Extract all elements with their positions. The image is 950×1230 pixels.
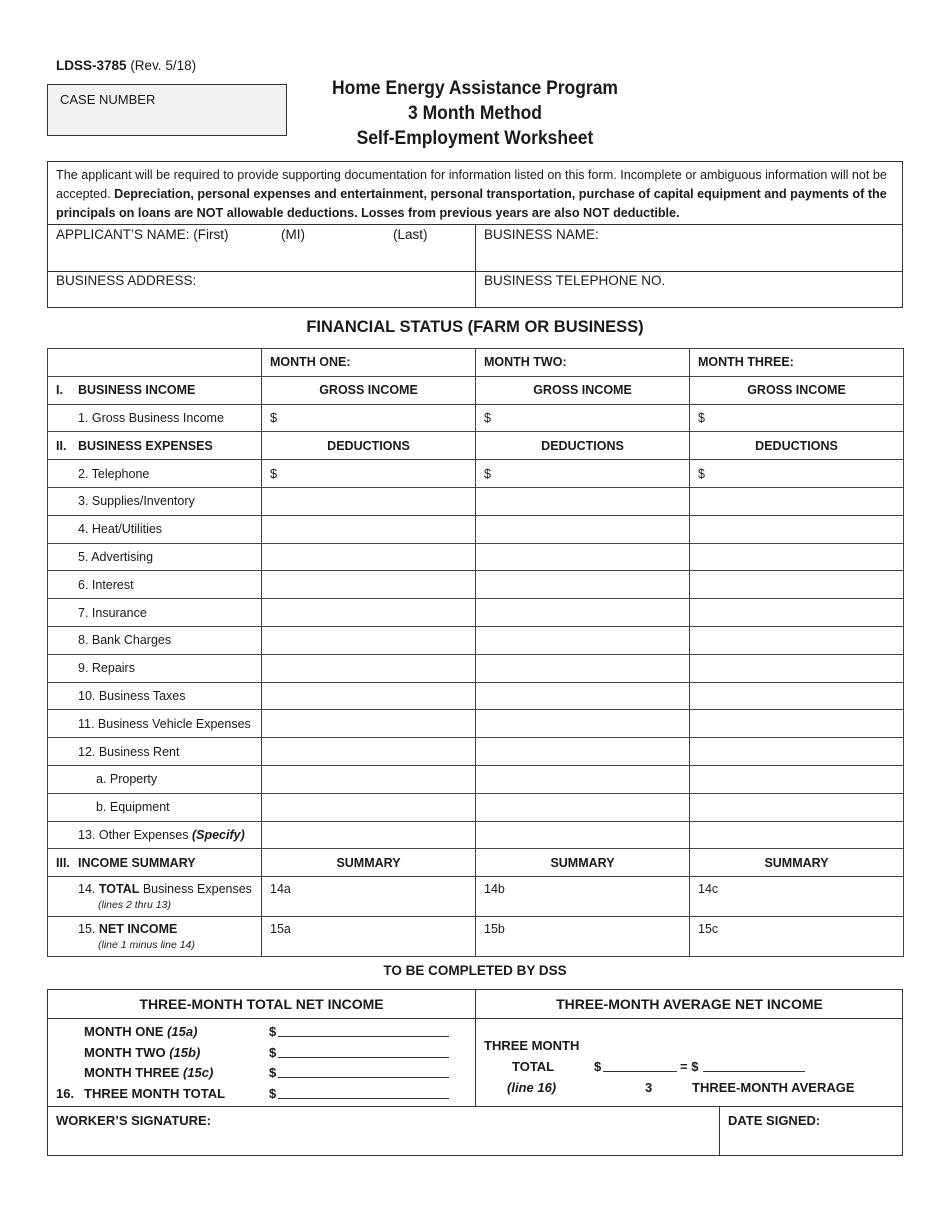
expense-field[interactable] [476, 821, 690, 849]
worker-signature-label: WORKER’S SIGNATURE: [56, 1113, 212, 1128]
month-two-label: MONTH TWO (15b) [84, 1045, 201, 1060]
applicant-mi-label: (MI) [281, 227, 305, 242]
title-line-2: 3 Month Method [407, 103, 542, 124]
month-three-header: MONTH THREE: [690, 349, 904, 377]
avg-total-label: TOTAL [512, 1059, 555, 1074]
month-three-gross-income-field[interactable]: $ [690, 404, 904, 432]
expense-field[interactable] [690, 543, 904, 571]
expense-field[interactable] [476, 571, 690, 599]
expense-field[interactable] [690, 738, 904, 766]
dollar-sign: $ [269, 1045, 277, 1060]
expense-field[interactable] [262, 765, 476, 793]
dollar-sign: $ [269, 1024, 277, 1039]
title-line-1: Home Energy Assistance Program [332, 78, 618, 99]
three-month-average-header: THREE-MONTH AVERAGE NET INCOME [556, 996, 823, 1012]
expense-field[interactable] [262, 710, 476, 738]
case-number-field[interactable] [47, 84, 287, 136]
avg-three-month-label: THREE MONTH [484, 1038, 580, 1053]
expense-field[interactable] [262, 543, 476, 571]
expense-field[interactable] [262, 654, 476, 682]
expense-field[interactable] [476, 599, 690, 627]
month-one-telephone-field[interactable]: $ [262, 460, 476, 488]
dss-section-title: TO BE COMPLETED BY DSS [383, 963, 567, 978]
three-month-average-field[interactable] [703, 1071, 805, 1072]
line-16-number: 16. [56, 1086, 75, 1101]
form-code: LDSS-3785 [56, 58, 127, 73]
line-interest: 6. Interest [48, 571, 262, 599]
month-three-telephone-field[interactable]: $ [690, 460, 904, 488]
line-supplies-inventory: 3. Supplies/Inventory [48, 487, 262, 515]
summary-header: SUMMARY [262, 849, 476, 877]
business-address-label: BUSINESS ADDRESS: [56, 273, 197, 288]
expense-field[interactable] [690, 571, 904, 599]
dollar-sign: $ [269, 1065, 277, 1080]
financial-status-title: FINANCIAL STATUS (FARM OR BUSINESS) [306, 318, 644, 336]
total-expenses-14a-field[interactable]: 14a [262, 877, 476, 917]
divider [719, 1106, 720, 1155]
section-business-expenses: II. BUSINESS EXPENSES [48, 432, 262, 460]
deductions-header: DEDUCTIONS [690, 432, 904, 460]
summary-header: SUMMARY [690, 849, 904, 877]
three-month-average-label: THREE-MONTH AVERAGE [692, 1080, 855, 1095]
expense-field[interactable] [262, 738, 476, 766]
applicant-info-box [47, 161, 903, 308]
business-name-label: BUSINESS NAME: [484, 227, 599, 242]
month-two-header: MONTH TWO: [476, 349, 690, 377]
month-three-label: MONTH THREE (15c) [84, 1065, 214, 1080]
expense-field[interactable] [690, 487, 904, 515]
expense-field[interactable] [690, 599, 904, 627]
expense-field[interactable] [476, 682, 690, 710]
three-month-total-header: THREE-MONTH TOTAL NET INCOME [139, 996, 384, 1012]
empty-cell [48, 349, 262, 377]
date-signed-label: DATE SIGNED: [728, 1113, 821, 1128]
month-one-total-field[interactable] [278, 1036, 449, 1037]
gross-income-header: GROSS INCOME [262, 376, 476, 404]
title-line-3: Self-Employment Worksheet [356, 128, 594, 149]
financial-status-table [47, 348, 904, 957]
avg-line-16-ref: (line 16) [507, 1080, 557, 1095]
line-heat-utilities: 4. Heat/Utilities [48, 515, 262, 543]
line-total-business-expenses: 14. TOTAL Business Expenses (lines 2 thru 13) [48, 877, 262, 917]
three-month-total-label: THREE MONTH TOTAL [84, 1086, 226, 1101]
gross-income-header: GROSS INCOME [690, 376, 904, 404]
applicant-last-name-label: (Last) [393, 227, 428, 242]
expense-field[interactable] [690, 682, 904, 710]
expense-field[interactable] [690, 515, 904, 543]
form-number [56, 58, 196, 73]
expense-field[interactable] [262, 682, 476, 710]
expense-field[interactable] [690, 626, 904, 654]
expense-field[interactable] [262, 599, 476, 627]
expense-field[interactable] [690, 765, 904, 793]
intro-plain: The applicant will be required to provide supporting documentation for information listed on this form. Incomplete or ambiguous information will not be accepted. [56, 168, 887, 201]
form-revision: (Rev. 5/18) [130, 58, 197, 73]
net-income-15b-field[interactable]: 15b [476, 917, 690, 957]
net-income-15a-field[interactable]: 15a [262, 917, 476, 957]
expense-field[interactable] [476, 738, 690, 766]
month-one-header: MONTH ONE: [262, 349, 476, 377]
three-month-total-field[interactable] [278, 1098, 449, 1099]
expense-field[interactable] [690, 821, 904, 849]
gross-income-header: GROSS INCOME [476, 376, 690, 404]
divider [475, 224, 476, 307]
section-income-summary: III. INCOME SUMMARY [48, 849, 262, 877]
line-business-rent: 12. Business Rent [48, 738, 262, 766]
expense-field[interactable] [476, 793, 690, 821]
line-insurance: 7. Insurance [48, 599, 262, 627]
expense-field[interactable] [262, 626, 476, 654]
dollar-sign: $ [594, 1059, 602, 1074]
summary-header: SUMMARY [476, 849, 690, 877]
divider [48, 1106, 902, 1107]
deductions-header: DEDUCTIONS [262, 432, 476, 460]
month-one-gross-income-field[interactable]: $ [262, 404, 476, 432]
line-telephone: 2. Telephone [48, 460, 262, 488]
total-expenses-14b-field[interactable]: 14b [476, 877, 690, 917]
expense-field[interactable] [476, 543, 690, 571]
intro-bold: Depreciation, personal expenses and entertainment, personal transportation, purchase of capital equipment and payments of the principals on loans are NOT allowable deductions. Losses from previous years are also NOT deductible. [56, 187, 887, 220]
month-two-telephone-field[interactable]: $ [476, 460, 690, 488]
month-two-gross-income-field[interactable]: $ [476, 404, 690, 432]
month-three-total-field[interactable] [278, 1077, 449, 1078]
line-rent-property: a. Property [48, 765, 262, 793]
line-other-expenses: 13. Other Expenses (Specify) [48, 821, 262, 849]
avg-total-field[interactable] [603, 1071, 677, 1072]
section-business-income: I. BUSINESS INCOME [48, 376, 262, 404]
dss-box [47, 989, 903, 1156]
line-repairs: 9. Repairs [48, 654, 262, 682]
line-business-vehicle-expenses: 11. Business Vehicle Expenses [48, 710, 262, 738]
expense-field[interactable] [262, 515, 476, 543]
expense-field[interactable] [476, 765, 690, 793]
line-gross-business-income: 1. Gross Business Income [48, 404, 262, 432]
intro-text [56, 166, 894, 223]
expense-field[interactable] [476, 654, 690, 682]
line-bank-charges: 8. Bank Charges [48, 626, 262, 654]
line-rent-equipment: b. Equipment [48, 793, 262, 821]
expense-field[interactable] [262, 487, 476, 515]
dollar-sign: $ [269, 1086, 277, 1101]
expense-field[interactable] [690, 710, 904, 738]
expense-field[interactable] [690, 793, 904, 821]
expense-field[interactable] [476, 515, 690, 543]
divisor-3: 3 [645, 1080, 653, 1095]
expense-field[interactable] [476, 487, 690, 515]
expense-field[interactable] [262, 571, 476, 599]
applicant-first-name-label: APPLICANT’S NAME: (First) [56, 227, 229, 242]
case-number-label: CASE NUMBER [60, 92, 156, 107]
expense-field[interactable] [262, 793, 476, 821]
line-business-taxes: 10. Business Taxes [48, 682, 262, 710]
line-advertising: 5. Advertising [48, 543, 262, 571]
month-one-label: MONTH ONE (15a) [84, 1024, 198, 1039]
equals-dollar: = $ [680, 1059, 699, 1074]
net-income-15c-field[interactable]: 15c [690, 917, 904, 957]
deductions-header: DEDUCTIONS [476, 432, 690, 460]
expense-field[interactable] [262, 821, 476, 849]
page-title [314, 76, 636, 151]
month-two-total-field[interactable] [278, 1057, 449, 1058]
total-expenses-14c-field[interactable]: 14c [690, 877, 904, 917]
line-net-income: 15. NET INCOME (line 1 minus line 14) [48, 917, 262, 957]
expense-field[interactable] [476, 710, 690, 738]
expense-field[interactable] [690, 654, 904, 682]
business-phone-label: BUSINESS TELEPHONE NO. [484, 273, 666, 288]
expense-field[interactable] [476, 626, 690, 654]
